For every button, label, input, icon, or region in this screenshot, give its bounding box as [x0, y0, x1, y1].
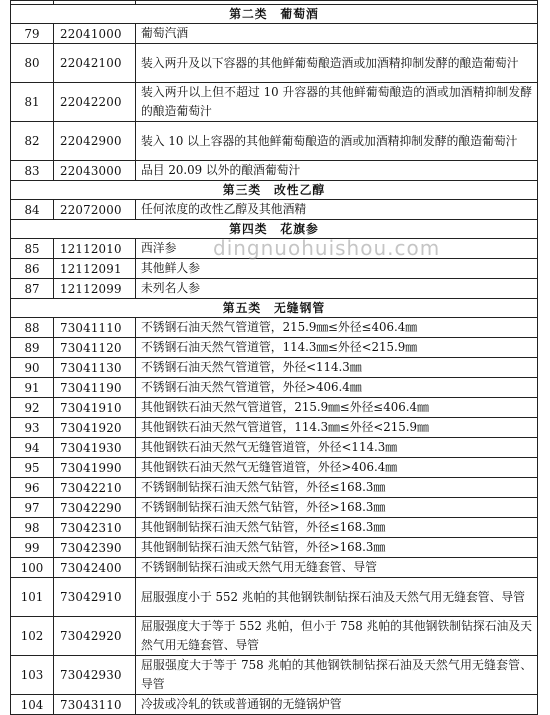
row-number: 86	[11, 259, 54, 279]
section-header-row	[11, 5, 538, 24]
table-row	[11, 518, 538, 538]
table-row	[11, 498, 538, 518]
row-number: 104	[11, 695, 54, 715]
table-row	[11, 378, 538, 398]
row-number: 103	[11, 656, 54, 695]
commodity-code: 73042930	[54, 656, 136, 695]
row-number: 81	[11, 83, 54, 122]
commodity-code: 73042390	[54, 538, 136, 558]
section-header-row	[11, 181, 538, 200]
table-row	[11, 239, 538, 259]
table-row	[11, 398, 538, 418]
row-number: 83	[11, 161, 54, 181]
row-number: 101	[11, 578, 54, 617]
commodity-description: 未列名人参	[136, 279, 538, 299]
commodity-code: 73042400	[54, 558, 136, 578]
table-row	[11, 338, 538, 358]
commodity-code: 22042100	[54, 44, 136, 83]
table-row	[11, 656, 538, 695]
row-number: 89	[11, 338, 54, 358]
commodity-code: 73041130	[54, 358, 136, 378]
table-row	[11, 458, 538, 478]
commodity-description: 其他钢制钻探石油天然气钻管，外径>168.3㎜	[136, 538, 538, 558]
watermark: dingnuohuishou.com	[213, 236, 441, 260]
commodity-code: 22043000	[54, 161, 136, 181]
commodity-description: 其他钢铁石油天然气无缝管道管，外径<114.3㎜	[136, 438, 538, 458]
commodity-description: 任何浓度的改性乙醇及其他酒精	[136, 200, 538, 220]
table-row	[11, 24, 538, 44]
row-number: 91	[11, 378, 54, 398]
row-number: 93	[11, 418, 54, 438]
commodity-code: 73042290	[54, 498, 136, 518]
table-row	[11, 617, 538, 656]
row-number: 100	[11, 558, 54, 578]
commodity-description: 装入两升及以下容器的其他鲜葡萄酿造酒或加酒精抑制发酵的酿造葡萄汁	[136, 44, 538, 83]
table-row	[11, 259, 538, 279]
commodity-code: 73041990	[54, 458, 136, 478]
commodity-description: 不锈钢制钻探石油或天然气用无缝套管、导管	[136, 558, 538, 578]
commodity-description: 其他鲜人参	[136, 259, 538, 279]
commodity-description: 装入两升以上但不超过 10 升容器的其他鲜葡萄酿造的酒或加酒精抑制发酵的酿造葡萄汁	[136, 83, 538, 122]
row-number: 80	[11, 44, 54, 83]
row-number: 95	[11, 458, 54, 478]
table-row	[11, 358, 538, 378]
table-row	[11, 318, 538, 338]
commodity-code: 22042900	[54, 122, 136, 161]
commodity-code: 73042910	[54, 578, 136, 617]
tariff-table-body	[11, 1, 538, 715]
row-number: 87	[11, 279, 54, 299]
commodity-description: 其他钢制钻探石油天然气钻管，外径≤168.3㎜	[136, 518, 538, 538]
section-title: 第三类 改性乙醇	[11, 181, 538, 200]
row-number: 92	[11, 398, 54, 418]
table-row	[11, 279, 538, 299]
commodity-code: 12112091	[54, 259, 136, 279]
table-row	[11, 558, 538, 578]
row-number: 79	[11, 24, 54, 44]
commodity-code: 12112010	[54, 239, 136, 259]
commodity-description: 其他钢铁石油天然气管道管，114.3㎜≤外径<215.9㎜	[136, 418, 538, 438]
row-number: 90	[11, 358, 54, 378]
commodity-description: 品目 20.09 以外的酿酒葡萄汁	[136, 161, 538, 181]
commodity-code: 73042210	[54, 478, 136, 498]
commodity-description: 冷拔或冷轧的铁或普通钢的无缝锅炉管	[136, 695, 538, 715]
table-row	[11, 200, 538, 220]
row-number: 94	[11, 438, 54, 458]
commodity-description: 不锈钢制钻探石油天然气钻管，外径>168.3㎜	[136, 498, 538, 518]
section-title: 第二类 葡萄酒	[11, 5, 538, 24]
commodity-code: 73041110	[54, 318, 136, 338]
commodity-description: 葡萄汽酒	[136, 24, 538, 44]
tariff-table	[10, 0, 538, 715]
commodity-description: 装入 10 以上容器的其他鲜葡萄酿造的酒或加酒精抑制发酵的酿造葡萄汁	[136, 122, 538, 161]
commodity-code: 22041000	[54, 24, 136, 44]
row-number: 84	[11, 200, 54, 220]
commodity-code: 22072000	[54, 200, 136, 220]
commodity-description: 屈服强度大于等于 758 兆帕的其他钢铁制钻探石油及天然气用无缝套管、导管	[136, 656, 538, 695]
section-header-row	[11, 220, 538, 239]
commodity-code: 73041920	[54, 418, 136, 438]
row-number: 96	[11, 478, 54, 498]
table-row	[11, 418, 538, 438]
table-row	[11, 578, 538, 617]
row-number: 102	[11, 617, 54, 656]
row-number: 82	[11, 122, 54, 161]
commodity-description: 其他钢铁石油天然气管道管，215.9㎜≤外径≤406.4㎜	[136, 398, 538, 418]
commodity-description: 屈服强度小于 552 兆帕的其他钢铁制钻探石油及天然气用无缝套管、导管	[136, 578, 538, 617]
table-row	[11, 538, 538, 558]
commodity-description: 不锈钢石油天然气管道管，外径>406.4㎜	[136, 378, 538, 398]
commodity-description: 不锈钢石油天然气管道管，215.9㎜≤外径≤406.4㎜	[136, 318, 538, 338]
table-row	[11, 478, 538, 498]
section-title: 第四类 花旗参	[11, 220, 538, 239]
commodity-description: 不锈钢石油天然气管道管，114.3㎜≤外径<215.9㎜	[136, 338, 538, 358]
commodity-description: 不锈钢石油天然气管道管，外径<114.3㎜	[136, 358, 538, 378]
section-title: 第五类 无缝钢管	[11, 299, 538, 318]
commodity-code: 73043110	[54, 695, 136, 715]
commodity-code: 73042920	[54, 617, 136, 656]
commodity-code: 12112099	[54, 279, 136, 299]
row-number: 85	[11, 239, 54, 259]
table-row	[11, 161, 538, 181]
row-number: 88	[11, 318, 54, 338]
commodity-code: 22042200	[54, 83, 136, 122]
table-row	[11, 83, 538, 122]
table-row	[11, 44, 538, 83]
commodity-code: 73041190	[54, 378, 136, 398]
commodity-description: 屈服强度大于等于 552 兆帕，但小于 758 兆帕的其他钢铁制钻探石油及天然气用无缝套管、导管	[136, 617, 538, 656]
commodity-description: 不锈钢制钻探石油天然气钻管，外径≤168.3㎜	[136, 478, 538, 498]
commodity-description: 西洋参	[136, 239, 538, 259]
section-header-row	[11, 299, 538, 318]
table-row	[11, 695, 538, 715]
commodity-code: 73041930	[54, 438, 136, 458]
row-number: 98	[11, 518, 54, 538]
commodity-description: 其他钢铁石油天然气无缝管道管，外径>406.4㎜	[136, 458, 538, 478]
row-number: 99	[11, 538, 54, 558]
table-row	[11, 122, 538, 161]
commodity-code: 73042310	[54, 518, 136, 538]
commodity-code: 73041910	[54, 398, 136, 418]
commodity-code: 73041120	[54, 338, 136, 358]
row-number: 97	[11, 498, 54, 518]
table-row	[11, 438, 538, 458]
